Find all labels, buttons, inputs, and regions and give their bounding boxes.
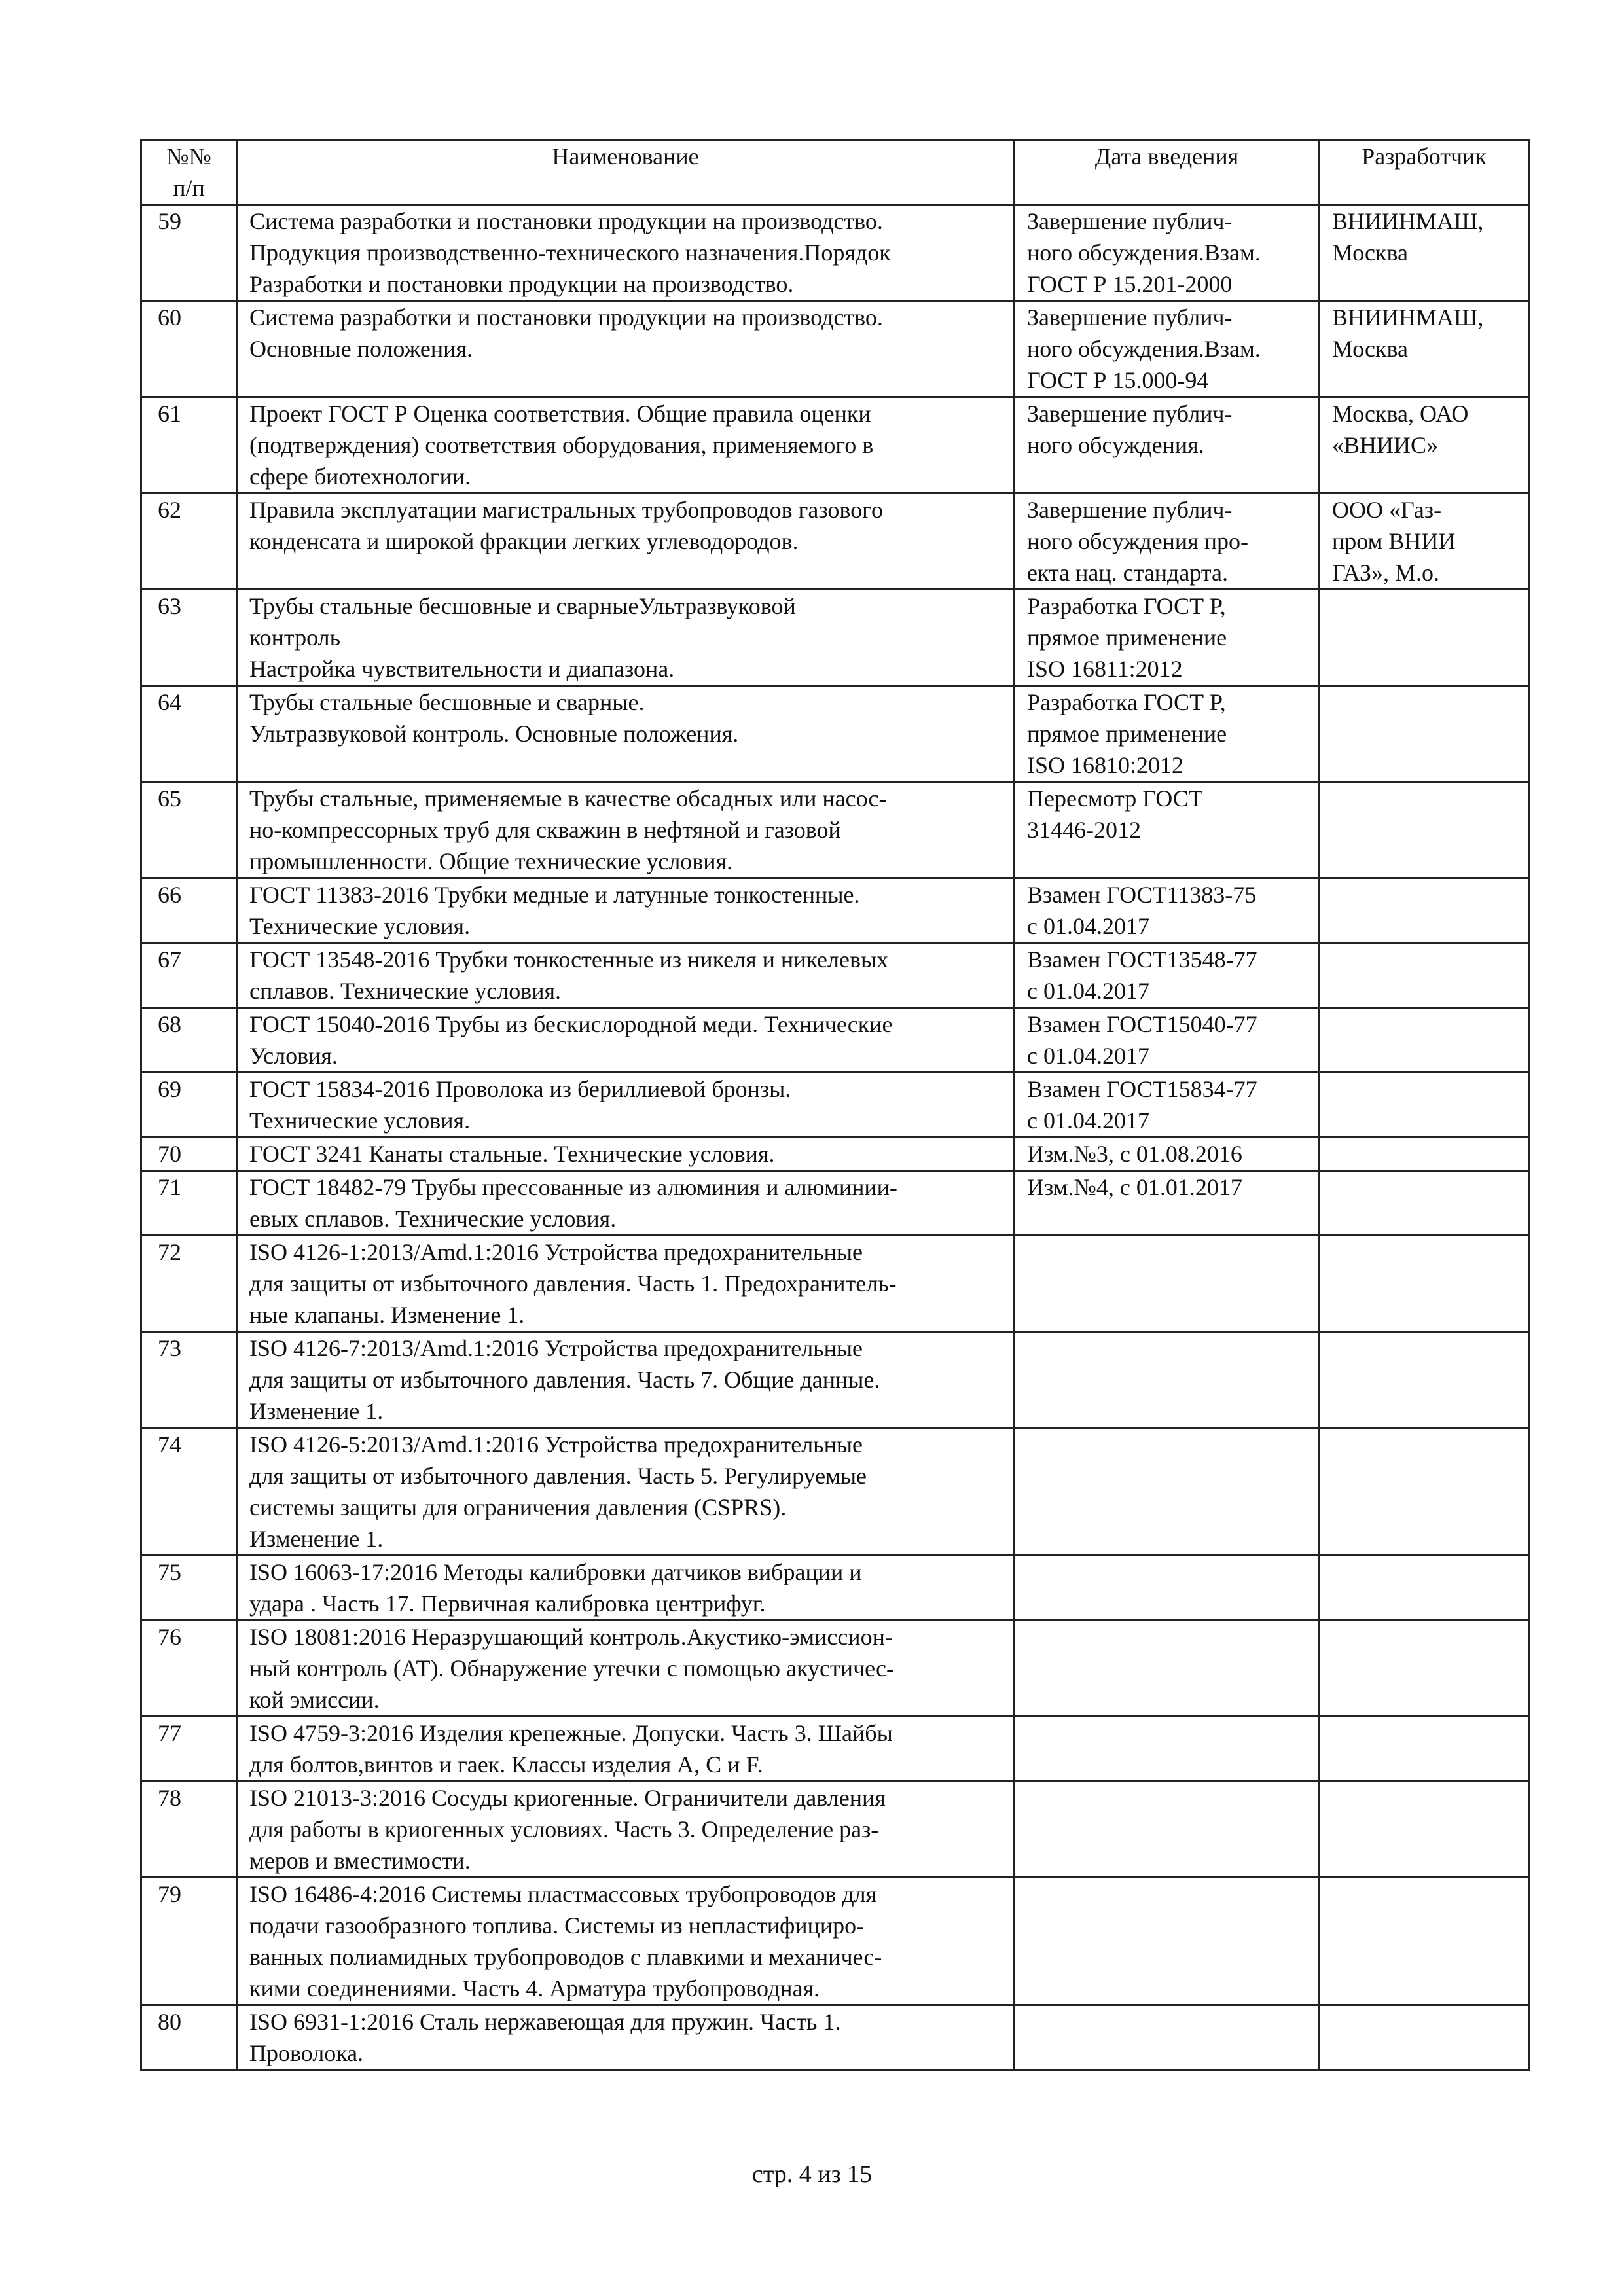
row-developer bbox=[1320, 878, 1529, 943]
row-name bbox=[237, 1621, 1015, 1717]
cell-line: Технические условия. bbox=[249, 1107, 471, 1134]
row-date bbox=[1015, 590, 1320, 686]
table-row bbox=[141, 686, 1529, 782]
cell-line: Трубы стальные, применяемые в качестве обсадных или насос- bbox=[249, 785, 887, 812]
row-date bbox=[1015, 1782, 1320, 1878]
row-number: 68 bbox=[141, 1008, 237, 1073]
row-date bbox=[1015, 1878, 1320, 2005]
cell-line: ГОСТ 15040-2016 Трубы из бескислородной меди. Технические bbox=[249, 1011, 893, 1037]
row-number: 78 bbox=[141, 1782, 237, 1878]
row-number: 64 bbox=[141, 686, 237, 782]
cell-line: ГАЗ», М.о. bbox=[1332, 560, 1440, 586]
cell-line: подачи газообразного топлива. Системы из непластифициро- bbox=[249, 1912, 865, 1939]
row-developer bbox=[1320, 205, 1529, 301]
row-date bbox=[1015, 686, 1320, 782]
cell-line: ISO 18081:2016 Неразрушающий контроль.Акустико-эмиссион- bbox=[249, 1624, 893, 1650]
row-name bbox=[237, 1332, 1015, 1428]
cell-line: ВНИИНМАШ, bbox=[1332, 304, 1484, 331]
row-number: 72 bbox=[141, 1236, 237, 1332]
cell-line: Ультразвуковой контроль. Основные положения. bbox=[249, 721, 739, 747]
row-name bbox=[237, 878, 1015, 943]
table-row bbox=[141, 2005, 1529, 2070]
cell-line: Настройка чувствительности и диапазона. bbox=[249, 656, 675, 682]
cell-line: Пересмотр ГОСТ bbox=[1027, 785, 1203, 812]
cell-line: (подтверждения) соответствия оборудования, применяемого в bbox=[249, 432, 874, 458]
cell-line: с 01.04.2017 bbox=[1027, 1043, 1149, 1069]
cell-line: ГОСТ 11383-2016 Трубки медные и латунные тонкостенные. bbox=[249, 882, 860, 908]
row-date bbox=[1015, 1428, 1320, 1556]
cell-line: ГОСТ 3241 Канаты стальные. Технические условия. bbox=[249, 1141, 775, 1167]
row-date bbox=[1015, 2005, 1320, 2070]
cell-line: Основные положения. bbox=[249, 336, 473, 362]
table-row bbox=[141, 1717, 1529, 1782]
row-date bbox=[1015, 878, 1320, 943]
header-developer: Разработчик bbox=[1320, 140, 1529, 205]
cell-line: ISO 21013-3:2016 Сосуды криогенные. Ограничители давления bbox=[249, 1785, 886, 1811]
row-number: 70 bbox=[141, 1138, 237, 1171]
cell-line: ISO 4126-1:2013/Amd.1:2016 Устройства предохранительные bbox=[249, 1239, 863, 1265]
cell-line: ISO 16811:2012 bbox=[1027, 656, 1183, 682]
row-number: 61 bbox=[141, 397, 237, 493]
cell-line: Москва bbox=[1332, 336, 1408, 362]
cell-line: конденсата и широкой фракции легких углеводородов. bbox=[249, 528, 799, 554]
table-row bbox=[141, 590, 1529, 686]
row-name bbox=[237, 1878, 1015, 2005]
header-name: Наименование bbox=[237, 140, 1015, 205]
cell-line: пром ВНИИ bbox=[1332, 528, 1456, 554]
cell-line: Изменение 1. bbox=[249, 1398, 384, 1424]
row-developer bbox=[1320, 1171, 1529, 1236]
cell-line: ные клапаны. Изменение 1. bbox=[249, 1302, 525, 1328]
row-date bbox=[1015, 1236, 1320, 1332]
cell-line: ГОСТ Р 15.201-2000 bbox=[1027, 271, 1233, 297]
table-row bbox=[141, 1236, 1529, 1332]
row-date bbox=[1015, 1332, 1320, 1428]
table-row bbox=[141, 1878, 1529, 2005]
cell-line: Технические условия. bbox=[249, 913, 471, 939]
cell-line: Условия. bbox=[249, 1043, 338, 1069]
cell-line: с 01.04.2017 bbox=[1027, 978, 1149, 1004]
cell-line: Проволока. bbox=[249, 2040, 364, 2066]
row-developer bbox=[1320, 1621, 1529, 1717]
row-number: 76 bbox=[141, 1621, 237, 1717]
cell-line: промышленности. Общие технические условия. bbox=[249, 848, 733, 874]
row-name bbox=[237, 1236, 1015, 1332]
cell-line: Завершение публич- bbox=[1027, 304, 1233, 331]
row-developer bbox=[1320, 1008, 1529, 1073]
row-date bbox=[1015, 493, 1320, 590]
cell-line: прямое применение bbox=[1027, 721, 1227, 747]
table-row bbox=[141, 1782, 1529, 1878]
row-name bbox=[237, 301, 1015, 397]
cell-line: ного обсуждения про- bbox=[1027, 528, 1248, 554]
row-date bbox=[1015, 1717, 1320, 1782]
row-number: 67 bbox=[141, 943, 237, 1008]
table-row bbox=[141, 493, 1529, 590]
row-number: 73 bbox=[141, 1332, 237, 1428]
cell-line: ного обсуждения.Взам. bbox=[1027, 336, 1261, 362]
cell-line: Завершение публич- bbox=[1027, 497, 1233, 523]
cell-line: Изм.№4, с 01.01.2017 bbox=[1027, 1174, 1242, 1200]
cell-line: ванных полиамидных трубопроводов с плавкими и механичес- bbox=[249, 1944, 882, 1970]
row-name bbox=[237, 493, 1015, 590]
row-developer bbox=[1320, 1138, 1529, 1171]
row-name bbox=[237, 1138, 1015, 1171]
row-number: 80 bbox=[141, 2005, 237, 2070]
cell-line: Продукция производственно-технического назначения.Порядок bbox=[249, 240, 891, 266]
row-date bbox=[1015, 301, 1320, 397]
cell-line: ISO 16486-4:2016 Системы пластмассовых трубопроводов для bbox=[249, 1881, 877, 1907]
table-row bbox=[141, 1073, 1529, 1138]
header-num: №№ п/п bbox=[141, 140, 237, 205]
row-developer bbox=[1320, 782, 1529, 878]
row-name bbox=[237, 2005, 1015, 2070]
row-developer bbox=[1320, 1236, 1529, 1332]
page-number: стр. 4 из 15 bbox=[751, 2161, 873, 2188]
row-number: 69 bbox=[141, 1073, 237, 1138]
cell-line: Разработки и постановки продукции на производство. bbox=[249, 271, 794, 297]
header-date: Дата введения bbox=[1015, 140, 1320, 205]
row-name bbox=[237, 1428, 1015, 1556]
row-name bbox=[237, 1556, 1015, 1621]
cell-line: для болтов,винтов и гаек. Классы изделия А, С и F. bbox=[249, 1751, 763, 1778]
row-name bbox=[237, 590, 1015, 686]
cell-line: Система разработки и постановки продукции на производство. bbox=[249, 208, 883, 234]
cell-line: с 01.04.2017 bbox=[1027, 1107, 1149, 1134]
row-name bbox=[237, 686, 1015, 782]
row-date bbox=[1015, 205, 1320, 301]
table-row bbox=[141, 397, 1529, 493]
row-developer bbox=[1320, 943, 1529, 1008]
cell-line: Взамен ГОСТ15834-77 bbox=[1027, 1076, 1257, 1102]
cell-line: 31446-2012 bbox=[1027, 817, 1141, 843]
cell-line: но-компрессорных труб для скважин в нефтяной и газовой bbox=[249, 817, 841, 843]
row-developer bbox=[1320, 1556, 1529, 1621]
cell-line: меров и вместимости. bbox=[249, 1848, 471, 1874]
table-row bbox=[141, 782, 1529, 878]
cell-line: Разработка ГОСТ Р, bbox=[1027, 593, 1226, 619]
row-developer bbox=[1320, 1782, 1529, 1878]
row-name bbox=[237, 782, 1015, 878]
table-row bbox=[141, 1428, 1529, 1556]
cell-line: для работы в криогенных условиях. Часть 3. Определение раз- bbox=[249, 1816, 879, 1842]
row-developer bbox=[1320, 2005, 1529, 2070]
cell-line: Взамен ГОСТ15040-77 bbox=[1027, 1011, 1257, 1037]
row-number: 62 bbox=[141, 493, 237, 590]
cell-line: Изменение 1. bbox=[249, 1526, 384, 1552]
cell-line: ISO 16063-17:2016 Методы калибровки датчиков вибрации и bbox=[249, 1559, 862, 1585]
row-number: 66 bbox=[141, 878, 237, 943]
row-name bbox=[237, 1171, 1015, 1236]
cell-line: екта нац. стандарта. bbox=[1027, 560, 1229, 586]
table-row bbox=[141, 878, 1529, 943]
cell-line: Взамен ГОСТ11383-75 bbox=[1027, 882, 1257, 908]
table-row bbox=[141, 1008, 1529, 1073]
cell-line: евых сплавов. Технические условия. bbox=[249, 1206, 617, 1232]
row-number: 74 bbox=[141, 1428, 237, 1556]
cell-line: кими соединениями. Часть 4. Арматура трубопроводная. bbox=[249, 1975, 820, 2001]
cell-line: для защиты от избыточного давления. Часть 5. Регулируемые bbox=[249, 1463, 867, 1489]
cell-line: «ВНИИС» bbox=[1332, 432, 1439, 458]
cell-line: Взамен ГОСТ13548-77 bbox=[1027, 946, 1257, 973]
row-name bbox=[237, 205, 1015, 301]
cell-line: ISO 6931-1:2016 Сталь нержавеющая для пружин. Часть 1. bbox=[249, 2009, 841, 2035]
row-developer bbox=[1320, 1428, 1529, 1556]
table-row bbox=[141, 1138, 1529, 1171]
cell-line: контроль bbox=[249, 624, 341, 651]
cell-line: ISO 4759-3:2016 Изделия крепежные. Допуски. Часть 3. Шайбы bbox=[249, 1720, 893, 1746]
row-developer bbox=[1320, 590, 1529, 686]
row-number: 60 bbox=[141, 301, 237, 397]
standards-table bbox=[140, 139, 1530, 2071]
cell-line: ГОСТ 18482-79 Трубы прессованные из алюминия и алюминии- bbox=[249, 1174, 897, 1200]
row-developer bbox=[1320, 301, 1529, 397]
cell-line: Завершение публич- bbox=[1027, 208, 1233, 234]
row-date bbox=[1015, 1138, 1320, 1171]
table-row bbox=[141, 1556, 1529, 1621]
cell-line: ГОСТ 15834-2016 Проволока из бериллиевой бронзы. bbox=[249, 1076, 791, 1102]
row-developer bbox=[1320, 1717, 1529, 1782]
row-developer bbox=[1320, 397, 1529, 493]
cell-line: Трубы стальные бесшовные и сварныеУльтразвуковой bbox=[249, 593, 796, 619]
table-row bbox=[141, 301, 1529, 397]
row-date bbox=[1015, 1008, 1320, 1073]
row-name bbox=[237, 1008, 1015, 1073]
cell-line: Система разработки и постановки продукции на производство. bbox=[249, 304, 883, 331]
cell-line: Проект ГОСТ Р Оценка соответствия. Общие правила оценки bbox=[249, 401, 871, 427]
cell-line: ГОСТ Р 15.000-94 bbox=[1027, 367, 1209, 393]
row-developer bbox=[1320, 1332, 1529, 1428]
row-name bbox=[237, 1073, 1015, 1138]
cell-line: сплавов. Технические условия. bbox=[249, 978, 562, 1004]
cell-line: для защиты от избыточного давления. Часть 7. Общие данные. bbox=[249, 1367, 880, 1393]
row-developer bbox=[1320, 1878, 1529, 2005]
row-number: 63 bbox=[141, 590, 237, 686]
cell-line: прямое применение bbox=[1027, 624, 1227, 651]
row-developer bbox=[1320, 1073, 1529, 1138]
row-date bbox=[1015, 1073, 1320, 1138]
table-row bbox=[141, 1332, 1529, 1428]
row-developer bbox=[1320, 686, 1529, 782]
cell-line: с 01.04.2017 bbox=[1027, 913, 1149, 939]
row-date bbox=[1015, 782, 1320, 878]
cell-line: системы защиты для ограничения давления (CSPRS). bbox=[249, 1494, 787, 1520]
row-date bbox=[1015, 1556, 1320, 1621]
cell-line: ООО «Газ- bbox=[1332, 497, 1442, 523]
table-row bbox=[141, 1171, 1529, 1236]
cell-line: Завершение публич- bbox=[1027, 401, 1233, 427]
cell-line: Трубы стальные бесшовные и сварные. bbox=[249, 689, 645, 715]
row-name bbox=[237, 1717, 1015, 1782]
row-developer bbox=[1320, 493, 1529, 590]
cell-line: ного обсуждения. bbox=[1027, 432, 1204, 458]
row-number: 75 bbox=[141, 1556, 237, 1621]
cell-line: ный контроль (АТ). Обнаружение утечки с помощью акустичес- bbox=[249, 1655, 894, 1681]
row-date bbox=[1015, 397, 1320, 493]
cell-line: Москва, ОАО bbox=[1332, 401, 1469, 427]
cell-line: ISO 4126-7:2013/Amd.1:2016 Устройства предохранительные bbox=[249, 1335, 863, 1361]
table-row bbox=[141, 1621, 1529, 1717]
row-number: 71 bbox=[141, 1171, 237, 1236]
cell-line: сфере биотехнологии. bbox=[249, 463, 471, 490]
row-date bbox=[1015, 1621, 1320, 1717]
row-name bbox=[237, 1782, 1015, 1878]
cell-line: ного обсуждения.Взам. bbox=[1027, 240, 1261, 266]
cell-line: удара . Часть 17. Первичная калибровка центрифуг. bbox=[249, 1590, 766, 1617]
cell-line: ГОСТ 13548-2016 Трубки тонкостенные из никеля и никелевых bbox=[249, 946, 889, 973]
cell-line: Изм.№3, с 01.08.2016 bbox=[1027, 1141, 1242, 1167]
table-row bbox=[141, 205, 1529, 301]
cell-line: ВНИИНМАШ, bbox=[1332, 208, 1484, 234]
table-row bbox=[141, 943, 1529, 1008]
cell-line: Москва bbox=[1332, 240, 1408, 266]
cell-line: кой эмиссии. bbox=[249, 1687, 380, 1713]
cell-line: ISO 4126-5:2013/Amd.1:2016 Устройства предохранительные bbox=[249, 1431, 863, 1458]
row-number: 77 bbox=[141, 1717, 237, 1782]
table-body bbox=[141, 205, 1529, 2070]
row-number: 65 bbox=[141, 782, 237, 878]
cell-line: ISO 16810:2012 bbox=[1027, 752, 1184, 778]
cell-line: Разработка ГОСТ Р, bbox=[1027, 689, 1226, 715]
cell-line: для защиты от избыточного давления. Часть 1. Предохранитель- bbox=[249, 1270, 897, 1297]
row-name bbox=[237, 943, 1015, 1008]
row-number: 59 bbox=[141, 205, 237, 301]
row-date bbox=[1015, 1171, 1320, 1236]
cell-line: Правила эксплуатации магистральных трубопроводов газового bbox=[249, 497, 883, 523]
row-name bbox=[237, 397, 1015, 493]
row-date bbox=[1015, 943, 1320, 1008]
row-number: 79 bbox=[141, 1878, 237, 2005]
table-header-row bbox=[141, 140, 1529, 205]
